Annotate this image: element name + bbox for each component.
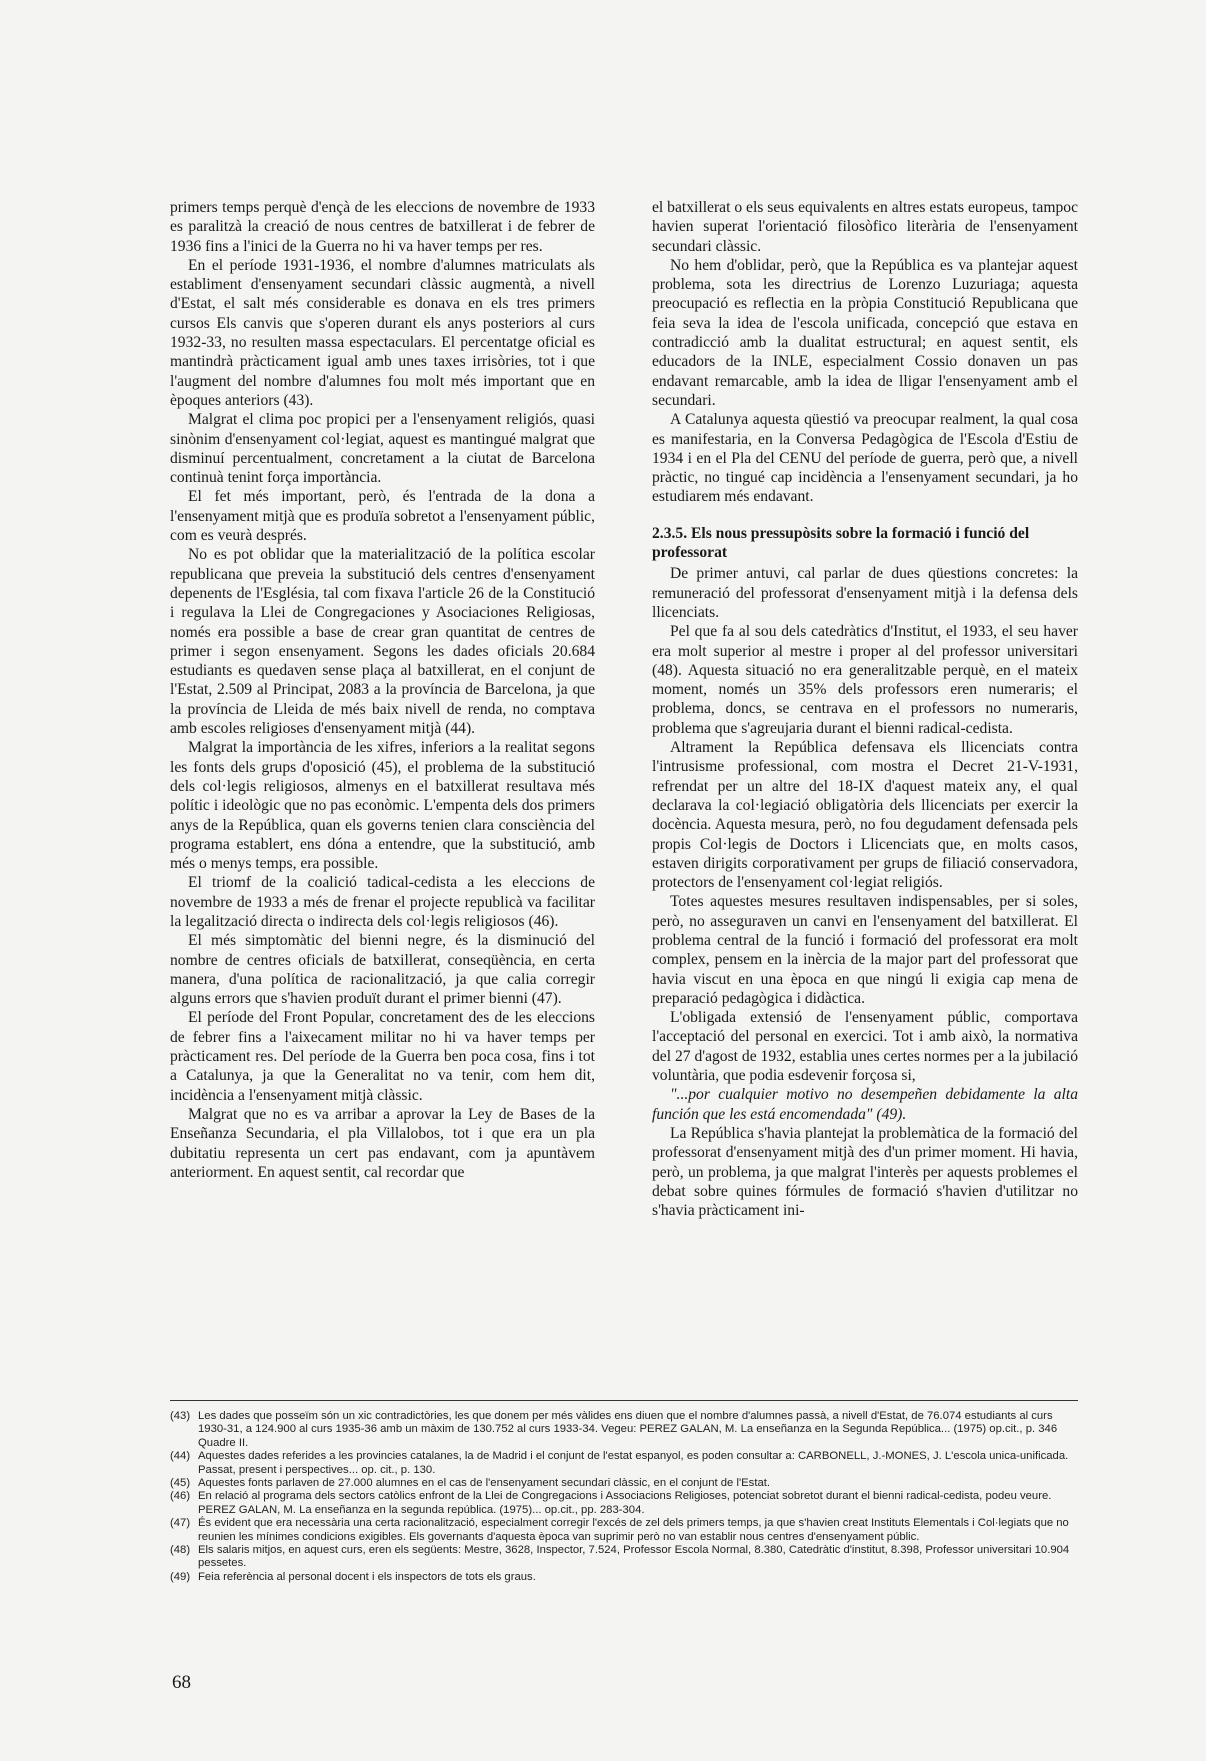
section-heading: 2.3.5. Els nous pressupòsits sobre la formació i funció del professorat (652, 524, 1030, 562)
footnote-number: (48) (170, 1544, 191, 1557)
paragraph: L'obligada extensió de l'ensenyament públic, comportava l'acceptació del personal en exercici. Tot i amb això, la normativa del 27 d'agost de 1932, establia unes certes normes per a la jubilació voluntària, que podia esdevenir forçosa si, (652, 1009, 1078, 1085)
paragraph: No es pot oblidar que la materialització de la política escolar republicana que preveia la substitució dels centres d'ensenyament depenents de l'Església, tal com fixava l'article 26 de la Constitució i regulava la Llei de Congregaciones y Asociaciones Religiosas, només era possible a base de crear gran quantitat de centres de primer i segon ensenyament. Segons les dades oficials 20.684 estudiants es quedaven sense plaça al batxillerat, en el conjunt de l'Estat, 2.509 al Principat, 2083 a la província de Barcelona, ja que la província de Lleida de més baix nivell de renda, no comptava amb escoles religioses d'ensenyament mitjà (44). (170, 546, 595, 738)
footnote (170, 1477, 1078, 1490)
footnote (170, 1571, 1078, 1584)
left-column (170, 198, 595, 1182)
footnote-number: (44) (170, 1450, 191, 1463)
footnote-divider (170, 1400, 1078, 1401)
footnote-text: Aquestes fonts parlaven de 27.000 alumnes en el cas de l'ensenyament secundari clàssic, en el conjunt de l'Estat. (198, 1477, 771, 1490)
page-number: 68 (172, 1672, 191, 1693)
footnote (170, 1410, 1078, 1450)
paragraph: el batxillerat o els seus equivalents en altres estats europeus, tampoc havien superat l'orientació filosòfico literària de l'ensenyament secundari clàssic. (652, 199, 1078, 255)
paragraph: El fet més important, però, és l'entrada de la dona a l'ensenyament mitjà que es produïa sobretot a l'ensenyament públic, com es veurà després. (170, 488, 595, 545)
paragraph: Malgrat que no es va arribar a aprovar la Ley de Bases de la Enseñanza Secundaria, el pla Villalobos, tot i que era un pla dubitatiu representa un cert pas endavant, com ja apuntàvem anteriorment. En aquest sentit, cal recordar que (170, 1105, 595, 1181)
paragraph: El període del Front Popular, concretament des de les eleccions de febrer fins a l'aixecament militar no hi va haver temps per pràcticament res. Del període de la Guerra ben poca cosa, fins i tot a Catalunya, ja que la Generalitat no va tenir, com hem dit, incidència a l'ensenyament mitjà clàssic. (170, 1009, 595, 1104)
footnote-text: En relació al programa dels sectors catòlics enfront de la Llei de Congregacions i Associacions Religioses, potenciat sobretot durant el bienni radical-cedista, podeu veure. PEREZ GALAN, M. La enseñanza en la segunda república. (1975)... op.cit., pp. 283-304. (198, 1490, 1052, 1516)
footnote (170, 1490, 1078, 1517)
paragraph: primers temps perquè d'ençà de les eleccions de novembre de 1933 es paralitzà la creació de nous centres de batxillerat i de febrer de 1936 fins a l'inici de la Guerra no hi va haver temps per res. (170, 199, 595, 255)
footnote-text: Aquestes dades referides a les provincies catalanes, la de Madrid i el conjunt de l'estat espanyol, es poden consultar a: CARBONELL, J.-MONES, J. L'escola unica-unificada. Passat, present i perspectives... op. cit., p. 130. (198, 1450, 1069, 1476)
quote-paragraph: "...por cualquier motivo no desempeñen debidamente la alta función que les está encomendada" (49). (652, 1086, 1078, 1123)
paragraph: A Catalunya aquesta qüestió va preocupar realment, la qual cosa es manifestaria, en la Conversa Pedagògica de l'Escola d'Estiu de 1934 i en el Pla del CENU del període de guerra, però que, a nivell pràctic, no tingué cap incidència a l'ensenyament secundari, ja ho estudiarem més endavant. (652, 411, 1078, 506)
footnote-text: Feia referència al personal docent i els inspectors de tots els graus. (198, 1570, 536, 1583)
footnotes (170, 1410, 1078, 1584)
footnote-number: (46) (170, 1490, 191, 1503)
paragraph: Malgrat el clima poc propici per a l'ensenyament religiós, quasi sinònim d'ensenyament col·legiat, aquest es mantingué malgrat que disminuí percentualment, concretament a la ciutat de Barcelona continuà tenint força importància. (170, 411, 595, 487)
paragraph: Altrament la República defensava els llicenciats contra l'intrusisme professional, com mostra el Decret 21-V-1931, refrendat per un altre del 18-IX d'aquest mateix any, el qual declarava la col·legiació obligatòria dels llicenciats per exercir la docència. Aquesta mesura, però, no fou degudament defensada pels propis Col·legis de Doctors i Llicenciats que, en molts casos, estaven dirigits corporativament per grups de filiació conservadora, protectors de l'ensenyament col·legiat religiós. (652, 739, 1078, 892)
paragraph: Totes aquestes mesures resultaven indispensables, per si soles, però, no asseguraven un canvi en l'ensenyament del batxillerat. El problema central de la funció i formació del professorat era molt complex, pensem en la inèrcia de la major part del professorat que havia viscut en una època en que ningú li exigia cap mena de preparació pedagògica i didàctica. (652, 893, 1078, 1007)
footnote-text: Els salaris mitjos, en aquest curs, eren els següents: Mestre, 3628, Inspector, 7.524, Professor Escola Normal, 8.380, Catedràtic d'institut, 8.398, Professor universitari 10.904 pessetes. (198, 1544, 1070, 1570)
paragraph: Malgrat la importància de les xifres, inferiors a la realitat segons les fonts dels grups d'oposició (45), el problema de la substitució dels col·legis religiosos, almenys en el batxillerat resultava més polític i ideològic que no pas econòmic. L'empenta dels dos primers anys de la República, quan els governs tenien clara consciència del programa establert, ens dóna a entendre, que la substitució, amb més o menys temps, era possible. (170, 739, 595, 873)
footnote-number: (43) (170, 1410, 191, 1422)
footnote-text: És evident que era necessària una certa racionalització, especialment corregir l'excés de zel dels primers temps, ja que s'havien creat Instituts Elementals i Col·legiats que no reunien les mínimes condicions exigibles. Els governants d'aquesta època van suprimir però no van establir nous centres d'ensenyament públic. (198, 1517, 1069, 1543)
footnote (170, 1544, 1078, 1571)
footnote-number: (45) (170, 1477, 191, 1490)
footnote (170, 1450, 1078, 1477)
footnote-number: (49) (170, 1570, 191, 1583)
paragraph: Pel que fa al sou dels catedràtics d'Institut, el 1933, el seu haver era molt superior al mestre i proper al del professor universitari (48). Aquesta situació no era generalitzable perquè, en el mateix moment, només un 35% dels professors eren numeraris; el problema, doncs, se centrava en el professors no numeraris, problema que s'agreujaria durant el bienni radical-cedista. (652, 623, 1078, 737)
paragraph: El triomf de la coalició tadical-cedista a les eleccions de novembre de 1933 a més de frenar el projecte republicà va facilitar la legalització directa o indirecta dels col·legis religiosos (46). (170, 874, 595, 930)
footnote (170, 1517, 1078, 1544)
paragraph: En el període 1931-1936, el nombre d'alumnes matriculats als establiment d'ensenyament secundari clàssic augmentà, a nivell d'Estat, el salt més considerable es donava en els tres primers cursos Els canvis que s'operen durant els anys posteriors al curs 1932-33, no resulten massa espectaculars. El percentatge oficial es mantindrà pràcticament igual amb unes taxes irrisòries, tot i que l'augment del nombre d'alumnes fou molt més important que en èpoques anteriors (43). (170, 256, 595, 409)
footnote-text: Les dades que posseïm són un xic contradictòries, les que donem per més vàlides ens diuen que el nombre d'alumnes passà, a nivell d'Estat, de 76.074 estudiants al curs 1930-31, a 124.900 al curs 1935-36 amb un màxim de 130.752 al curs 1933-34. Vegeu: PEREZ GALAN, M. La enseñanza en la Segunda República... (1975) op.cit., p. 346 Quadre II. (198, 1410, 1058, 1449)
paragraph: No hem d'oblidar, però, que la República es va plantejar aquest problema, sota les directrius de Lorenzo Luzuriaga; aquesta preocupació es reflectia en la pròpia Constitució Republicana que feia seva la idea de l'escola unificada, concepció que estava en contradicció amb la dualitat estructural; en aquest sentit, els educadors de la INLE, especialment Cossio donaven un pas endavant remarcable, amb la idea de lligar l'ensenyament amb el secundari. (652, 256, 1078, 409)
footnote-number: (47) (170, 1517, 191, 1530)
right-column (652, 198, 1078, 1220)
paragraph: De primer antuvi, cal parlar de dues qüestions concretes: la remuneració del professorat d'ensenyament mitjà i la defensa dels llicenciats. (652, 565, 1078, 621)
paragraph: El més simptomàtic del bienni negre, és la disminució del nombre de centres oficials de batxillerat, conseqüència, en certa manera, d'una política de racionalització, ja que calia corregir alguns errors que s'havien produït durant el primer bienni (47). (170, 932, 595, 1008)
paragraph: La República s'havia plantejat la problemàtica de la formació del professorat d'ensenyament mitjà des d'un primer moment. Hi havia, però, un problema, ja que malgrat l'interès per aquests problemes el debat sobre quines fórmules de formació s'havien d'utilitzar no s'havia pràcticament ini- (652, 1124, 1078, 1220)
